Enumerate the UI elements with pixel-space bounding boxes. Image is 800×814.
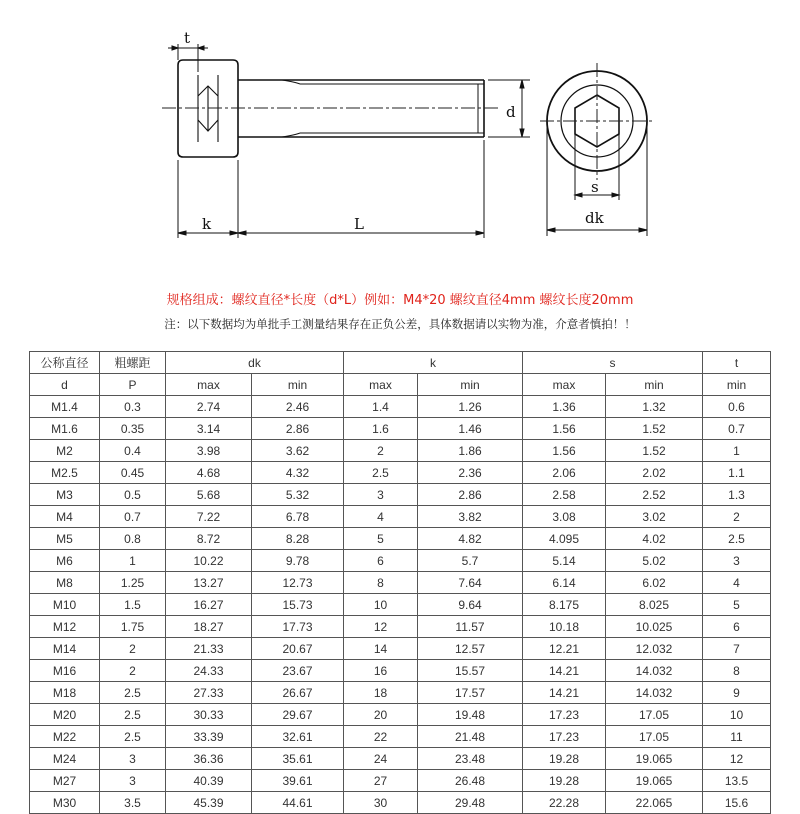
table-cell: 0.6 xyxy=(703,396,771,418)
table-cell: 2 xyxy=(100,660,166,682)
table-cell: 26.48 xyxy=(418,770,523,792)
table-cell: M2.5 xyxy=(30,462,100,484)
table-cell: 4 xyxy=(703,572,771,594)
table-cell: 4.095 xyxy=(523,528,606,550)
table-cell: 2.46 xyxy=(252,396,344,418)
table-row xyxy=(30,660,771,682)
table-cell: 21.33 xyxy=(166,638,252,660)
table-cell: M1.6 xyxy=(30,418,100,440)
table-cell: 9.64 xyxy=(418,594,523,616)
table-cell: 12.57 xyxy=(418,638,523,660)
table-cell: 22.28 xyxy=(523,792,606,814)
table-cell: 5 xyxy=(344,528,418,550)
table-cell: 19.065 xyxy=(606,770,703,792)
table-cell: M4 xyxy=(30,506,100,528)
table-cell: 3 xyxy=(703,550,771,572)
table-cell: 2 xyxy=(703,506,771,528)
table-cell: 22 xyxy=(344,726,418,748)
table-cell: 3 xyxy=(344,484,418,506)
table-cell: 6 xyxy=(703,616,771,638)
table-cell: 44.61 xyxy=(252,792,344,814)
table-row xyxy=(30,704,771,726)
table-cell: 10.22 xyxy=(166,550,252,572)
table-cell: 5.14 xyxy=(523,550,606,572)
table-cell: 1.52 xyxy=(606,440,703,462)
table-cell: 15.6 xyxy=(703,792,771,814)
spec-note: 注：以下数据均为单批手工测量结果存在正负公差，具体数据请以实物为准，介意者慎拍！！ xyxy=(164,317,636,331)
table-row xyxy=(30,616,771,638)
table-cell: M16 xyxy=(30,660,100,682)
table-cell: 17.23 xyxy=(523,726,606,748)
label-k: k xyxy=(202,215,212,233)
table-cell: 30.33 xyxy=(166,704,252,726)
table-cell: 11.57 xyxy=(418,616,523,638)
table-cell: 5 xyxy=(703,594,771,616)
table-cell: 1.86 xyxy=(418,440,523,462)
table-cell: 10.025 xyxy=(606,616,703,638)
table-cell: 2.36 xyxy=(418,462,523,484)
table-cell: 1.1 xyxy=(703,462,771,484)
table-cell: 27 xyxy=(344,770,418,792)
dimension-table xyxy=(29,351,771,814)
table-cell: M18 xyxy=(30,682,100,704)
table-cell: 3.5 xyxy=(100,792,166,814)
table-cell: 15.73 xyxy=(252,594,344,616)
table-cell: 3.98 xyxy=(166,440,252,462)
table-cell: M12 xyxy=(30,616,100,638)
table-row xyxy=(30,440,771,462)
table-cell: 8 xyxy=(703,660,771,682)
subheader-cell: min xyxy=(252,374,344,396)
table-cell: 2 xyxy=(344,440,418,462)
label-t: t xyxy=(184,29,191,47)
table-cell: 2.02 xyxy=(606,462,703,484)
table-cell: 1.75 xyxy=(100,616,166,638)
table-cell: 29.67 xyxy=(252,704,344,726)
table-cell: 0.3 xyxy=(100,396,166,418)
table-cell: M8 xyxy=(30,572,100,594)
table-cell: 2.58 xyxy=(523,484,606,506)
table-cell: 4.68 xyxy=(166,462,252,484)
subheader-cell: min xyxy=(703,374,771,396)
table-row xyxy=(30,418,771,440)
table-cell: 1.25 xyxy=(100,572,166,594)
table-cell: 1.32 xyxy=(606,396,703,418)
table-cell: M5 xyxy=(30,528,100,550)
table-cell: 11 xyxy=(703,726,771,748)
table-cell: M22 xyxy=(30,726,100,748)
dim-t xyxy=(168,44,208,72)
label-L: L xyxy=(354,215,364,233)
subheader-cell: P xyxy=(100,374,166,396)
table-row xyxy=(30,550,771,572)
table-cell: 0.8 xyxy=(100,528,166,550)
table-cell: 23.48 xyxy=(418,748,523,770)
table-cell: 2.06 xyxy=(523,462,606,484)
table-cell: 45.39 xyxy=(166,792,252,814)
table-cell: 35.61 xyxy=(252,748,344,770)
table-row xyxy=(30,638,771,660)
header-k: k xyxy=(344,352,523,374)
table-cell: 12.73 xyxy=(252,572,344,594)
subheader-cell: min xyxy=(418,374,523,396)
table-cell: 19.48 xyxy=(418,704,523,726)
table-row xyxy=(30,792,771,814)
table-cell: 22.065 xyxy=(606,792,703,814)
table-cell: 20 xyxy=(344,704,418,726)
table-cell: 3.08 xyxy=(523,506,606,528)
table-cell: 2.86 xyxy=(252,418,344,440)
header-nominal-diameter: 公称直径 xyxy=(30,352,100,374)
table-cell: 10 xyxy=(344,594,418,616)
table-cell: 7.64 xyxy=(418,572,523,594)
table-cell: M6 xyxy=(30,550,100,572)
table-cell: 4 xyxy=(344,506,418,528)
table-cell: 2.86 xyxy=(418,484,523,506)
table-cell: 9 xyxy=(703,682,771,704)
table-row xyxy=(30,682,771,704)
table-cell: 13.27 xyxy=(166,572,252,594)
subheader-cell: max xyxy=(344,374,418,396)
table-cell: 0.5 xyxy=(100,484,166,506)
subheader-cell: max xyxy=(523,374,606,396)
table-cell: 3 xyxy=(100,748,166,770)
dim-k-L xyxy=(178,140,484,238)
table-cell: 14 xyxy=(344,638,418,660)
screw-drawing xyxy=(0,0,800,280)
table-cell: 3.82 xyxy=(418,506,523,528)
table-row xyxy=(30,484,771,506)
table-cell: 18 xyxy=(344,682,418,704)
table-row xyxy=(30,572,771,594)
table-cell: 33.39 xyxy=(166,726,252,748)
table-cell: 16 xyxy=(344,660,418,682)
table-cell: 1.6 xyxy=(344,418,418,440)
label-s: s xyxy=(591,178,599,196)
table-cell: M2 xyxy=(30,440,100,462)
table-row xyxy=(30,748,771,770)
table-cell: 6.78 xyxy=(252,506,344,528)
table-cell: 0.7 xyxy=(100,506,166,528)
header-coarse-pitch: 粗螺距 xyxy=(100,352,166,374)
table-cell: 6.02 xyxy=(606,572,703,594)
table-cell: 1.56 xyxy=(523,418,606,440)
table-cell: 17.05 xyxy=(606,726,703,748)
table-cell: 7 xyxy=(703,638,771,660)
table-cell: 8 xyxy=(344,572,418,594)
table-cell: 14.032 xyxy=(606,682,703,704)
table-cell: 19.28 xyxy=(523,748,606,770)
table-cell: 15.57 xyxy=(418,660,523,682)
table-cell: 8.28 xyxy=(252,528,344,550)
table-cell: 0.45 xyxy=(100,462,166,484)
header-s: s xyxy=(523,352,703,374)
table-cell: 1.5 xyxy=(100,594,166,616)
table-header-top xyxy=(30,352,771,374)
subheader-cell: max xyxy=(166,374,252,396)
table-cell: 27.33 xyxy=(166,682,252,704)
table-cell: 0.35 xyxy=(100,418,166,440)
table-cell: 3.62 xyxy=(252,440,344,462)
table-cell: 7.22 xyxy=(166,506,252,528)
table-row xyxy=(30,396,771,418)
table-row xyxy=(30,462,771,484)
table-cell: M20 xyxy=(30,704,100,726)
table-cell: 14.21 xyxy=(523,682,606,704)
table-cell: 1.4 xyxy=(344,396,418,418)
table-cell: 16.27 xyxy=(166,594,252,616)
table-cell: 1.3 xyxy=(703,484,771,506)
table-cell: 12.032 xyxy=(606,638,703,660)
table-cell: 24 xyxy=(344,748,418,770)
table-cell: 2.52 xyxy=(606,484,703,506)
table-cell: 8.175 xyxy=(523,594,606,616)
table-cell: 30 xyxy=(344,792,418,814)
table-cell: 6 xyxy=(344,550,418,572)
table-cell: M30 xyxy=(30,792,100,814)
table-cell: 1.26 xyxy=(418,396,523,418)
table-cell: 19.065 xyxy=(606,748,703,770)
table-cell: 18.27 xyxy=(166,616,252,638)
table-cell: 17.23 xyxy=(523,704,606,726)
table-cell: 12 xyxy=(703,748,771,770)
table-cell: M3 xyxy=(30,484,100,506)
table-cell: 13.5 xyxy=(703,770,771,792)
table-cell: M1.4 xyxy=(30,396,100,418)
header-dk: dk xyxy=(166,352,344,374)
table-cell: 12.21 xyxy=(523,638,606,660)
table-header-sub xyxy=(30,374,771,396)
table-cell: 32.61 xyxy=(252,726,344,748)
table-cell: 2 xyxy=(100,638,166,660)
table-cell: 8.72 xyxy=(166,528,252,550)
table-cell: 10 xyxy=(703,704,771,726)
table-cell: 4.02 xyxy=(606,528,703,550)
table-cell: 17.73 xyxy=(252,616,344,638)
table-cell: 3 xyxy=(100,770,166,792)
table-cell: 17.57 xyxy=(418,682,523,704)
label-dk: dk xyxy=(585,209,604,227)
table-cell: 39.61 xyxy=(252,770,344,792)
table-cell: 21.48 xyxy=(418,726,523,748)
header-t: t xyxy=(703,352,771,374)
table-cell: 4.32 xyxy=(252,462,344,484)
table-cell: M24 xyxy=(30,748,100,770)
table-cell: 5.68 xyxy=(166,484,252,506)
table-cell: 1.52 xyxy=(606,418,703,440)
table-cell: 3.14 xyxy=(166,418,252,440)
table-cell: 14.032 xyxy=(606,660,703,682)
table-cell: 6.14 xyxy=(523,572,606,594)
table-row xyxy=(30,594,771,616)
table-cell: 5.32 xyxy=(252,484,344,506)
subheader-cell: d xyxy=(30,374,100,396)
table-cell: 17.05 xyxy=(606,704,703,726)
table-cell: 8.025 xyxy=(606,594,703,616)
table-row xyxy=(30,528,771,550)
table-row xyxy=(30,506,771,528)
table-cell: 29.48 xyxy=(418,792,523,814)
table-cell: 1.46 xyxy=(418,418,523,440)
table-cell: M27 xyxy=(30,770,100,792)
table-cell: 2.5 xyxy=(100,704,166,726)
table-cell: 5.7 xyxy=(418,550,523,572)
table-cell: 5.02 xyxy=(606,550,703,572)
table-cell: 1.56 xyxy=(523,440,606,462)
table-cell: M10 xyxy=(30,594,100,616)
table-row xyxy=(30,770,771,792)
table-cell: 19.28 xyxy=(523,770,606,792)
table-cell: 1.36 xyxy=(523,396,606,418)
table-cell: 26.67 xyxy=(252,682,344,704)
table-row xyxy=(30,726,771,748)
table-cell: 2.5 xyxy=(100,682,166,704)
label-d: d xyxy=(506,103,516,121)
table-cell: 1 xyxy=(703,440,771,462)
table-cell: 10.18 xyxy=(523,616,606,638)
table-cell: 2.5 xyxy=(344,462,418,484)
table-cell: M14 xyxy=(30,638,100,660)
table-cell: 1 xyxy=(100,550,166,572)
table-cell: 2.74 xyxy=(166,396,252,418)
table-cell: 3.02 xyxy=(606,506,703,528)
table-cell: 2.5 xyxy=(100,726,166,748)
table-cell: 40.39 xyxy=(166,770,252,792)
table-cell: 14.21 xyxy=(523,660,606,682)
table-cell: 9.78 xyxy=(252,550,344,572)
table-cell: 23.67 xyxy=(252,660,344,682)
table-cell: 24.33 xyxy=(166,660,252,682)
spec-title: 规格组成：螺纹直径*长度（d*L）例如：M4*20 螺纹直径4mm 螺纹长度20mm xyxy=(166,293,634,308)
table-cell: 2.5 xyxy=(703,528,771,550)
table-cell: 4.82 xyxy=(418,528,523,550)
subheader-cell: min xyxy=(606,374,703,396)
table-cell: 0.7 xyxy=(703,418,771,440)
table-cell: 12 xyxy=(344,616,418,638)
table-cell: 0.4 xyxy=(100,440,166,462)
table-cell: 20.67 xyxy=(252,638,344,660)
table-cell: 36.36 xyxy=(166,748,252,770)
